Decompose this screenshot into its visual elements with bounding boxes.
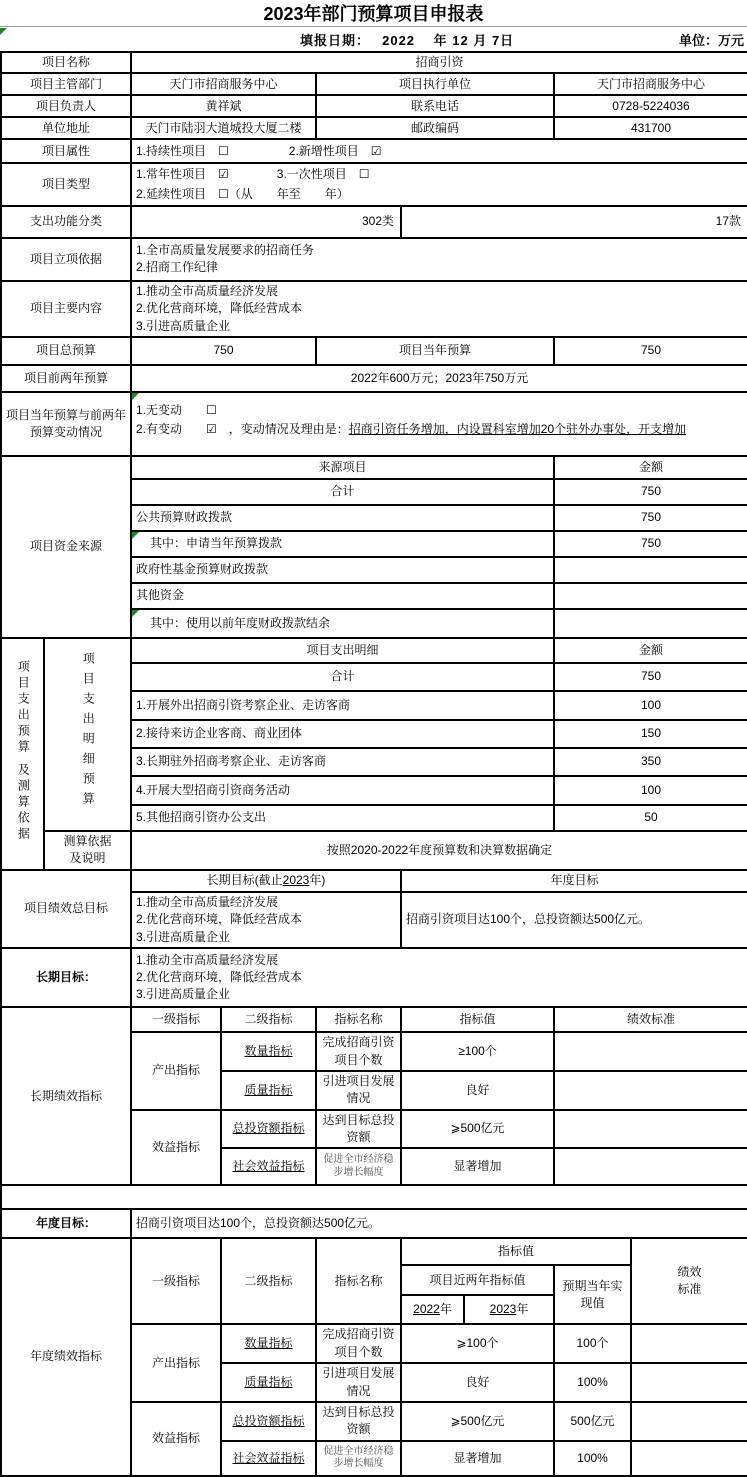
expenditure-detail-label-text: 项目支出明细预算 — [81, 651, 96, 812]
funding-source-text: 其中：使用以前年度财政拨款结余 — [150, 615, 331, 630]
function-class-label: 支出功能分类 — [1, 206, 131, 238]
long-goal-content — [131, 948, 747, 1007]
funding-source-header: 来源项目 — [131, 456, 554, 479]
funding-source-table — [0, 455, 747, 639]
long-indicator-value: 显著增加 — [401, 1148, 554, 1185]
change-line-2-prefix: 2.有变动 ☑ ，变动情况及理由是： — [136, 422, 349, 437]
attribute-checkboxes: 1.持续性项目 ☐ 2.新增性项目 ☑ — [131, 139, 747, 163]
annual-goal-header: 年度目标 — [401, 870, 747, 892]
long-goal-line-1: 1.推动全市高质量经济发展 — [136, 952, 279, 967]
main-content-line-2: 2.优化营商环境，降低经营成本 — [136, 301, 303, 316]
annual-col-2022-suffix: 年 — [439, 1302, 452, 1317]
annual-sub-indicator: 社会效益指标 — [232, 1450, 305, 1465]
annual-indicator-table — [0, 1237, 747, 1476]
expenditure-amount-cell: 750 — [554, 663, 747, 691]
long-indicator-standard — [554, 1110, 747, 1149]
calc-basis-value: 按照2020-2022年度预算数和决算数据确定 — [131, 831, 747, 870]
long-indicator-standard — [554, 1032, 747, 1071]
long-indicator-name: 引进项目发展情况 — [316, 1071, 401, 1110]
annual-col-2022 — [401, 1295, 464, 1324]
long-sub-indicator: 数量指标 — [244, 1043, 293, 1058]
phone-label: 联系电话 — [316, 95, 554, 117]
zipcode-value: 431700 — [554, 117, 747, 139]
empty-row-cell — [1, 1185, 747, 1209]
main-content-line-1: 1.推动全市高质量经济发展 — [136, 283, 279, 298]
long-col-level2: 二级指标 — [221, 1007, 316, 1032]
annual-indicator-name: 达到目标总投资额 — [316, 1402, 401, 1441]
basis-label: 项目立项依据 — [1, 238, 131, 281]
annual-col-recent: 项目近两年指标值 — [401, 1265, 554, 1295]
overall-goal-label: 项目绩效总目标 — [1, 870, 131, 948]
annual-indicator-value: 良好 — [401, 1363, 554, 1402]
address-value: 天门市陆羽大道城投大厦二楼 — [131, 117, 316, 139]
annual-group-output: 产出指标 — [131, 1324, 221, 1402]
expenditure-section-label-text — [14, 660, 31, 843]
long-indicator-name: 完成招商引资项目个数 — [316, 1032, 401, 1071]
long-term-goal-line-3: 3.引进高质量企业 — [136, 929, 231, 944]
funding-amount-cell — [554, 557, 747, 583]
annual-indicator-section-label: 年度绩效指标 — [1, 1238, 131, 1475]
annual-col-standard-text: 绩效标准 — [677, 1265, 702, 1297]
funding-amount-cell: 750 — [554, 479, 747, 505]
funding-source-cell: 合计 — [131, 479, 554, 505]
excel-flag-icon — [132, 532, 139, 539]
expenditure-amount-cell: 150 — [554, 720, 747, 748]
annual-indicator-value: ⩾500亿元 — [401, 1402, 554, 1441]
annual-col-name: 指标名称 — [316, 1238, 401, 1324]
expenditure-amount-cell: 100 — [554, 776, 747, 805]
expenditure-amount-cell: 100 — [554, 691, 747, 720]
long-term-goal-line-2: 2.优化营商环境，降低经营成本 — [136, 912, 303, 927]
current-year-budget-label: 项目当年预算 — [316, 337, 554, 365]
form-meta-row — [0, 27, 747, 51]
main-content-line-3: 3.引进高质量企业 — [136, 318, 231, 333]
basis-line-2: 2.招商工作纪律 — [136, 260, 219, 275]
annual-indicator-value: ⩾100个 — [401, 1324, 554, 1363]
annual-sub-indicator: 质量指标 — [244, 1374, 293, 1389]
expenditure-item-cell: 3.长期驻外招商考察企业、走访客商 — [131, 748, 554, 776]
long-col-standard: 绩效标准 — [554, 1007, 747, 1032]
funding-amount-header: 金额 — [554, 456, 747, 479]
long-goal-line-2: 2.优化营商环境，降低经营成本 — [136, 969, 303, 984]
basis-line-1: 1.全市高质量发展要求的招商任务 — [136, 242, 315, 257]
type-line-1: 1.常年性项目 ☑ 3.一次性项目 ☐ — [136, 167, 370, 182]
annual-group-benefit: 效益指标 — [131, 1402, 221, 1476]
basis-content — [131, 238, 747, 281]
expenditure-item-cell: 1.开展外出招商引资考察企业、走访客商 — [131, 691, 554, 720]
long-indicator-value: ⩾500亿元 — [401, 1110, 554, 1149]
expenditure-detail-label — [44, 638, 131, 831]
expenditure-amount-header: 金额 — [554, 638, 747, 663]
basic-info-table — [0, 51, 747, 457]
annual-indicator-expected: 100个 — [554, 1324, 631, 1363]
long-indicator-value: ≥100个 — [401, 1032, 554, 1071]
long-term-goal-header-post: 年) — [309, 873, 326, 888]
expenditure-item-cell: 4.开展大型招商引资商务活动 — [131, 776, 554, 805]
annual-col-value: 指标值 — [401, 1238, 631, 1265]
funding-amount-cell: 750 — [554, 505, 747, 531]
funding-section-label: 项目资金来源 — [1, 456, 131, 638]
attribute-label: 项目属性 — [1, 139, 131, 163]
long-goal-label: 长期目标： — [1, 948, 131, 1007]
function-item-value: 17款 — [401, 206, 747, 238]
funding-amount-cell — [554, 609, 747, 638]
total-budget-label: 项目总预算 — [1, 337, 131, 365]
annual-col-level2: 二级指标 — [221, 1238, 316, 1324]
long-term-goal-header-year: 2023 — [282, 873, 310, 888]
annual-goal-content: 招商引资项目达100个，总投资额达500亿元。 — [401, 892, 747, 948]
type-checkboxes — [131, 163, 747, 205]
calc-basis-label-line-2: 及说明 — [69, 851, 106, 866]
annual-indicator-expected: 100% — [554, 1441, 631, 1476]
annual-col-standard — [631, 1238, 747, 1324]
annual-goal-label: 年度目标： — [1, 1209, 131, 1238]
type-label: 项目类型 — [1, 163, 131, 205]
annual-indicator-name: 完成招商引资项目个数 — [316, 1324, 401, 1363]
zipcode-label: 邮政编码 — [316, 117, 554, 139]
long-indicator-standard — [554, 1148, 747, 1185]
long-indicator-name: 促进全市经济稳步增长幅度 — [316, 1148, 401, 1185]
project-name-value: 招商引资 — [131, 52, 747, 73]
long-indicator-standard — [554, 1071, 747, 1110]
long-sub-indicator: 社会效益指标 — [232, 1159, 305, 1174]
change-line-2 — [136, 420, 743, 439]
calc-basis-label — [44, 831, 131, 870]
address-label: 单位地址 — [1, 117, 131, 139]
page-title: 2023年部门预算项目申报表 — [0, 0, 747, 27]
annual-indicator-expected: 500亿元 — [554, 1402, 631, 1441]
calc-basis-label-line-1: 测算依据 — [63, 834, 112, 849]
expenditure-label-line-1: 项目支出预算 — [16, 659, 31, 756]
annual-indicator-value: 显著增加 — [401, 1441, 554, 1476]
expenditure-item-cell: 5.其他招商引资办公支出 — [131, 805, 554, 831]
funding-source-cell: 政府性基金预算财政拨款 — [131, 557, 554, 583]
change-reason: 招商引资任务增加，内设置科室增加20个驻外办事处，开支增加 — [348, 422, 687, 437]
long-term-goal-header — [131, 870, 401, 892]
annual-col-2023-suffix: 年 — [516, 1302, 529, 1317]
long-col-level1: 一级指标 — [131, 1007, 221, 1032]
annual-indicator-name: 促进全市经济稳步增长幅度 — [316, 1441, 401, 1476]
long-term-goal-header-pre: 长期目标(截止 — [206, 873, 283, 888]
annual-col-level1: 一级指标 — [131, 1238, 221, 1324]
annual-indicator-standard — [631, 1402, 747, 1441]
person-label: 项目负责人 — [1, 95, 131, 117]
expenditure-item-cell: 合计 — [131, 663, 554, 691]
previous-budget-value: 2022年600万元；2023年750万元 — [131, 365, 747, 392]
function-class-value: 302类 — [131, 206, 401, 238]
expenditure-amount-cell: 350 — [554, 748, 747, 776]
annual-indicator-standard — [631, 1441, 747, 1476]
excel-flag-icon — [132, 610, 139, 617]
fill-date: 填报日期： 2022 年 12 月 7日 — [300, 32, 515, 48]
main-content — [131, 281, 747, 337]
unit-note: 单位：万元 — [678, 32, 744, 48]
long-group-benefit: 效益指标 — [131, 1110, 221, 1186]
type-line-2: 2.延续性项目 ☐（从 年至 年） — [136, 186, 349, 201]
current-year-budget-value: 750 — [554, 337, 747, 365]
long-sub-indicator: 总投资额指标 — [232, 1121, 305, 1136]
annual-indicator-standard — [631, 1363, 747, 1402]
annual-indicator-expected: 100% — [554, 1363, 631, 1402]
overall-goal-table — [0, 869, 747, 949]
long-group-output: 产出指标 — [131, 1032, 221, 1110]
annual-sub-indicator: 数量指标 — [244, 1336, 293, 1351]
funding-source-cell — [131, 609, 554, 638]
spacer-row-table — [0, 1184, 747, 1210]
expenditure-table — [0, 637, 747, 871]
change-content — [131, 392, 747, 456]
exec-unit-label: 项目执行单位 — [316, 73, 554, 95]
long-term-indicator-table — [0, 1006, 747, 1186]
expenditure-label-line-2: 及测算依据 — [16, 762, 31, 843]
long-indicator-name: 达到目标总投资额 — [316, 1110, 401, 1149]
long-term-goal-line-1: 1.推动全市高质量经济发展 — [136, 894, 279, 909]
funding-source-cell: 公共预算财政拨款 — [131, 505, 554, 531]
excel-flag-icon — [0, 28, 7, 35]
change-label: 项目当年预算与前两年预算变动情况 — [1, 392, 131, 456]
funding-amount-cell — [554, 583, 747, 609]
annual-col-2023-year: 2023 — [489, 1302, 517, 1317]
annual-indicator-name: 引进项目发展情况 — [316, 1363, 401, 1402]
exec-unit-value: 天门市招商服务中心 — [554, 73, 747, 95]
long-sub-indicator: 质量指标 — [244, 1082, 293, 1097]
annual-goal-table — [0, 1208, 747, 1239]
annual-col-2022-year: 2022 — [413, 1302, 440, 1317]
annual-goal-text: 招商引资项目达100个，总投资额达500亿元。 — [131, 1209, 747, 1238]
long-col-value: 指标值 — [401, 1007, 554, 1032]
annual-indicator-standard — [631, 1324, 747, 1363]
previous-budget-label: 项目前两年预算 — [1, 365, 131, 392]
annual-col-expected: 预期当年实现值 — [554, 1265, 631, 1324]
annual-sub-indicator: 总投资额指标 — [232, 1413, 305, 1428]
total-budget-value: 750 — [131, 337, 316, 365]
excel-flag-icon — [132, 393, 139, 400]
long-term-goal-content — [131, 892, 401, 948]
funding-source-cell: 其他资金 — [131, 583, 554, 609]
phone-value: 0728-5224036 — [554, 95, 747, 117]
person-value: 黄祥斌 — [131, 95, 316, 117]
expenditure-section-label — [1, 638, 44, 870]
main-content-label: 项目主要内容 — [1, 281, 131, 337]
annual-col-2023 — [464, 1295, 554, 1324]
funding-source-cell — [131, 531, 554, 557]
dept-label: 项目主管部门 — [1, 73, 131, 95]
project-name-label: 项目名称 — [1, 52, 131, 73]
dept-value: 天门市招商服务中心 — [131, 73, 316, 95]
long-indicator-value: 良好 — [401, 1071, 554, 1110]
long-col-name: 指标名称 — [316, 1007, 401, 1032]
funding-source-text: 其中：申请当年预算拨款 — [150, 536, 283, 551]
funding-amount-cell: 750 — [554, 531, 747, 557]
expenditure-amount-cell: 50 — [554, 805, 747, 831]
change-line-1: 1.无变动 ☐ — [136, 402, 217, 417]
long-term-goal-table — [0, 947, 747, 1008]
expenditure-detail-header: 项目支出明细 — [131, 638, 554, 663]
expenditure-item-cell: 2.接待来访企业客商、商业团体 — [131, 720, 554, 748]
long-indicator-section-label: 长期绩效指标 — [1, 1007, 131, 1185]
long-goal-line-3: 3.引进高质量企业 — [136, 987, 231, 1002]
